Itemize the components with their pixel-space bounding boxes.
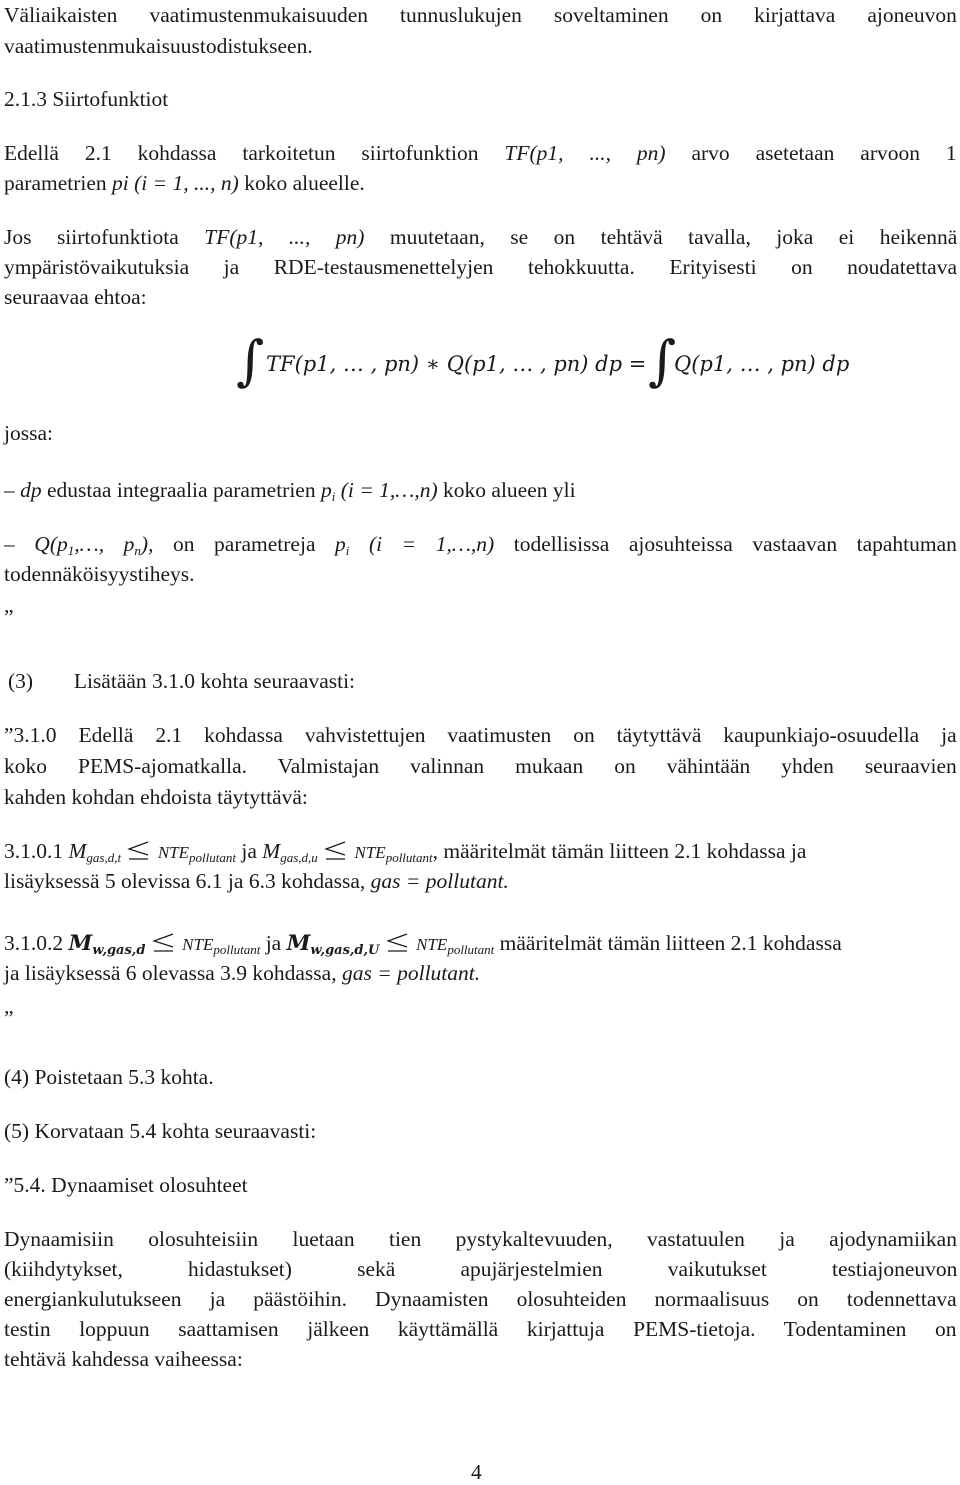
text: ja [241, 839, 257, 863]
text: on parametreja [173, 532, 316, 556]
text: ja [265, 931, 282, 955]
paragraph-line: Väliaikaisten vaatimustenmukaisuuden tunnuslukujen soveltaminen on kirjattava ajoneuvon [4, 3, 957, 27]
definition-item [4, 477, 576, 503]
formula: gas = pollutant. [341, 961, 481, 985]
range: (i = 1,…,n) [368, 532, 495, 556]
text: määritelmät tämän liitteen 2.1 kohdassa [499, 931, 842, 955]
definition-item [4, 531, 957, 557]
integral-sign: ∫ [236, 329, 265, 392]
paragraph-line [4, 140, 957, 166]
symbol-dp: dp [20, 478, 42, 502]
paragraph-line: energiankulutukseen ja päästöihin. Dynaamisten olosuhteiden normaalisuus on todennettava [4, 1287, 957, 1311]
clause-number: 3.1.0.1 [4, 839, 64, 863]
paragraph-line: todennäköisyystiheys. [4, 562, 195, 586]
text: todellisissa ajosuhteissa vastaavan tapahtuman [513, 532, 957, 556]
paragraph-line: Dynaamisiin olosuhteisiin luetaan tien pystykaltevuuden, vastatuulen ja ajodynamiikan [4, 1227, 957, 1251]
dash: – [4, 478, 15, 502]
list-item-5: (5) Korvataan 5.4 kohta seuraavasti: [4, 1119, 317, 1143]
text: Erityisesti on noudatettava [669, 255, 958, 279]
text: Edellä 2.1 kohdassa tarkoitetun siirtofunktion [4, 141, 479, 165]
clause-3-1-0-1 [4, 838, 806, 866]
nte: $NTE_{pollutant}$ [157, 843, 236, 865]
dash: – [4, 532, 15, 556]
formula-tf: TF(p1, ..., pn) [204, 225, 365, 249]
nte: $NTE_{pollutant}$ [354, 843, 433, 865]
equation-rhs: Q(p1, … , pn) dp [674, 352, 850, 376]
symbol-m-bold: $M_{w,gas,d}$ [68, 931, 146, 958]
nte: $NTE_{pollutant}$ [182, 935, 261, 957]
page-number: 4 [471, 1460, 482, 1484]
formula-pi: pi (i = 1, ..., n) [112, 171, 239, 195]
text: , määritelmät tämän liitteen 2.1 kohdassa ja [432, 839, 807, 863]
paragraph-line: vaatimustenmukaisuustodistukseen. [4, 34, 313, 58]
formula: gas = pollutant. [370, 869, 509, 893]
range: (i = 1,…,n) [340, 478, 438, 502]
text: Jos siirtofunktiota [4, 225, 179, 249]
clause-3-1-0-2 [4, 930, 842, 958]
symbol-p: $p_i$ [320, 478, 336, 504]
paragraph-line: koko PEMS-ajomatkalla. Valmistajan valinnan mukaan on vähintään yhden seuraavien [4, 754, 957, 778]
paragraph-line [4, 960, 480, 986]
symbol-p: $p_i$ [335, 532, 350, 558]
item-text: Lisätään 3.1.0 kohta seuraavasti: [73, 669, 356, 693]
closing-quote: ” [4, 1006, 14, 1030]
less-equal-icon [126, 840, 152, 862]
integral-sign: ∫ [648, 329, 677, 392]
equation-lhs: TF(p1, … , pn) ∗ Q(p1, … , pn) dp = [266, 352, 647, 376]
paragraph-line [4, 868, 509, 894]
section-heading: 2.1.3 Siirtofunktiot [4, 87, 169, 111]
paragraph-line [4, 224, 957, 250]
symbol-q: $Q(p_1,\dots$, $p_n$), [34, 532, 154, 558]
text: koko alueen yli [443, 478, 576, 502]
text: edustaa integraalia parametrien [47, 478, 316, 502]
text: parametrien [4, 171, 107, 195]
paragraph-line: testin loppuun saattamisen jälkeen käyttämällä kirjattuja PEMS-tietoja. Todentaminen on [4, 1317, 957, 1341]
symbol-m: $M_{gas,d,u}$ [262, 839, 318, 865]
list-item-3 [8, 668, 355, 694]
clause-number: 3.1.0.2 [4, 931, 64, 955]
section-heading: ”5.4. Dynaamiset olosuhteet [4, 1173, 248, 1197]
text: ympäristövaikutuksia ja RDE-testausmenettelyjen tehokkuutta. [4, 255, 635, 279]
nte: $NTE_{pollutant}$ [416, 935, 495, 957]
label-jossa: jossa: [4, 421, 53, 445]
text: ja lisäyksessä 6 olevassa 3.9 kohdassa, [4, 961, 337, 985]
text: muutetaan, se on tehtävä tavalla, joka ei heikennä [389, 225, 958, 249]
less-equal-icon [385, 932, 411, 954]
paragraph-line: seuraavaa ehtoa: [4, 285, 147, 309]
paragraph-line: ”3.1.0 Edellä 2.1 kohdassa vahvistettujen vaatimusten on täytyttävä kaupunkiajo-osuudella ja [4, 723, 957, 747]
text: arvo asetetaan arvoon 1 [691, 141, 957, 165]
paragraph-line: (kiihdytykset, hidastukset) sekä apujärjestelmien vaikutukset testiajoneuvon [4, 1257, 958, 1281]
symbol-m-bold: $M_{w,gas,d,U}$ [286, 931, 380, 958]
paragraph-line: tehtävä kahdessa vaiheessa: [4, 1347, 243, 1371]
closing-quote: ” [4, 605, 14, 629]
paragraph-line: kahden kohdan ehdoista täytyttävä: [4, 785, 308, 809]
less-equal-icon [323, 840, 349, 862]
paragraph-line [4, 254, 957, 280]
text: koko alueelle. [244, 171, 365, 195]
formula-tf: TF(p1, ..., pn) [504, 141, 666, 165]
symbol-m: $M_{gas,d,t}$ [68, 839, 122, 865]
item-number: (3) [8, 669, 34, 693]
text: lisäyksessä 5 olevissa 6.1 ja 6.3 kohdassa, [4, 869, 366, 893]
paragraph-line [4, 170, 365, 196]
list-item-4: (4) Poistetaan 5.3 kohta. [4, 1065, 214, 1089]
less-equal-icon [151, 932, 177, 954]
